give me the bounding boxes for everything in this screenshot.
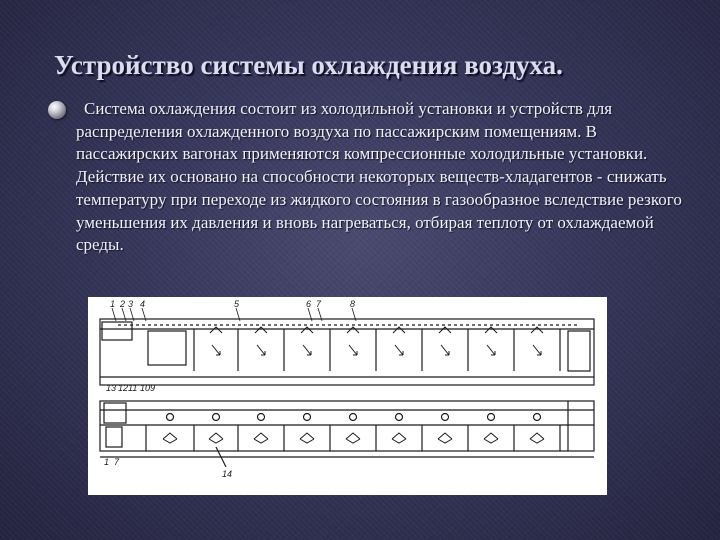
- callout-label: 4: [140, 299, 146, 309]
- air-outlet: [485, 327, 497, 333]
- equipment-block: [104, 403, 126, 423]
- callout-label: 8: [350, 299, 356, 309]
- diffuser: [254, 433, 268, 443]
- callout-label: 13: [106, 383, 117, 393]
- vent-icon: [442, 414, 449, 421]
- airflow-arrow: [395, 345, 403, 355]
- diffuser: [530, 433, 544, 443]
- callout-label: 6: [306, 299, 312, 309]
- air-outlet: [210, 327, 222, 333]
- callout-label: 10: [140, 383, 151, 393]
- diffuser: [484, 433, 498, 443]
- air-outlet: [301, 327, 313, 333]
- diffuser: [392, 433, 406, 443]
- diffuser: [209, 433, 223, 443]
- airflow-arrow: [487, 345, 495, 355]
- vent-icon: [167, 414, 174, 421]
- airflow-arrow: [349, 345, 357, 355]
- diffuser: [300, 433, 314, 443]
- cooling-unit: [102, 322, 132, 340]
- service-compartment: [148, 331, 186, 365]
- callout-label: 3: [128, 299, 134, 309]
- callout-label: 1: [104, 457, 110, 467]
- bullet-icon: [48, 101, 66, 119]
- callout-label: 7: [114, 457, 120, 467]
- air-outlet: [255, 327, 267, 333]
- vent-icon: [488, 414, 495, 421]
- vent-icon: [396, 414, 403, 421]
- vent-icon: [304, 414, 311, 421]
- diffuser: [163, 433, 177, 443]
- callout-label: 14: [222, 469, 233, 479]
- plan-view: [100, 401, 594, 467]
- body-text: Система охлаждения состоит из холодильной установки и устройств для распределения охлажденного воздуха по пассажирским помещениям. В пассажирских вагонах применяются компрессионные холодильные установки. Действие их основано на способности некоторых веществ-хладагентов - снижать температуру при переходе из жидкого состояния в газообразное вследствие резкого уменьшения их давления и вновь нагреваться, отбирая теплоту от охлаждаемой среды.: [76, 99, 682, 255]
- vent-icon: [350, 414, 357, 421]
- callout-label: 1: [110, 299, 116, 309]
- vent-icon: [213, 414, 220, 421]
- airflow-arrow: [212, 345, 220, 355]
- callout-label: 11: [128, 383, 138, 393]
- equipment-block: [106, 427, 122, 447]
- top-view: [100, 308, 594, 385]
- callout-label: 12: [118, 383, 129, 393]
- vent-icon: [258, 414, 265, 421]
- end-vestibule: [568, 331, 590, 371]
- callout-label: 7: [316, 299, 322, 309]
- slide-title: Устройство системы охлаждения воздуха.: [54, 50, 563, 80]
- wagon-cooling-diagram: [88, 297, 607, 495]
- airflow-arrow: [257, 345, 265, 355]
- diagram-drawing: [88, 297, 607, 495]
- air-outlet: [347, 327, 359, 333]
- air-outlet: [439, 327, 451, 333]
- airflow-arrow: [303, 345, 311, 355]
- air-outlet: [393, 327, 405, 333]
- callout-label: 2: [120, 299, 126, 309]
- callout-label: 9: [150, 383, 156, 393]
- diffuser: [346, 433, 360, 443]
- air-outlet: [531, 327, 543, 333]
- vent-icon: [534, 414, 541, 421]
- diffuser: [438, 433, 452, 443]
- airflow-arrow: [441, 345, 449, 355]
- callout-label: 5: [234, 299, 240, 309]
- diagram-labels: [104, 299, 355, 479]
- car-plan-outline: [100, 401, 594, 451]
- airflow-arrow: [533, 345, 541, 355]
